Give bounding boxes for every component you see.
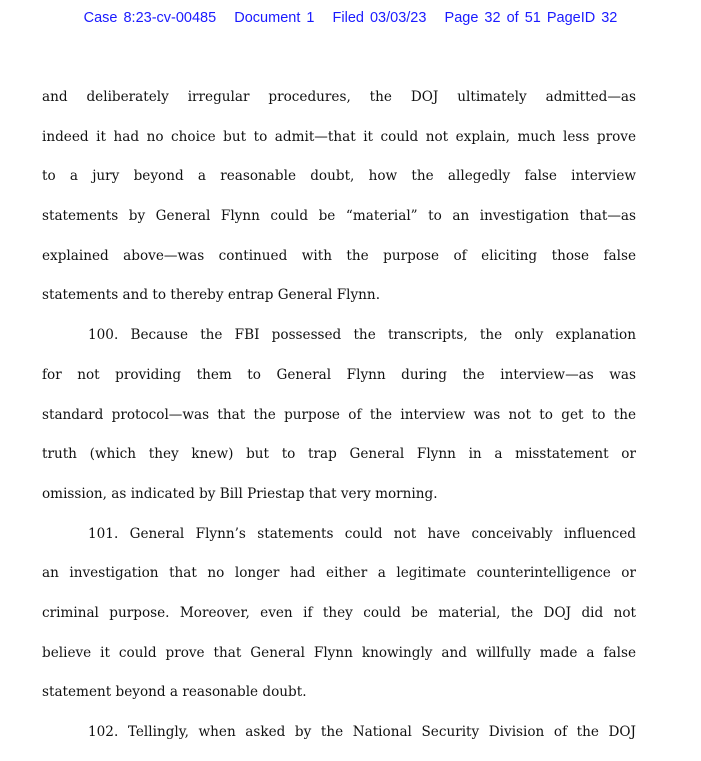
text-line: statements by General Flynn could be “material” to an investigation that—as xyxy=(42,208,636,225)
text-line: indeed it had no choice but to admit—that it could not explain, much less prove xyxy=(42,128,636,145)
document-body xyxy=(42,86,636,761)
text-line: believe it could prove that General Flynn knowingly and willfully made a false xyxy=(42,644,636,661)
text-line: truth (which they knew) but to trap General Flynn in a misstatement or xyxy=(42,446,636,463)
text-line: explained above—was continued with the purpose of eliciting those false xyxy=(42,247,636,264)
text-line: for not providing them to General Flynn during the interview—as was xyxy=(42,366,636,383)
text-line: statement beyond a reasonable doubt. xyxy=(42,684,307,701)
text-line: an investigation that no longer had either a legitimate counterintelligence or xyxy=(42,565,636,582)
text-line: omission, as indicated by Bill Priestap that very morning. xyxy=(42,485,438,502)
case-header: Case 8:23-cv-00485 Document 1 Filed 03/03/23 Page 32 of 51 PageID 32 xyxy=(83,10,618,26)
text-line: criminal purpose. Moreover, even if they could be material, the DOJ did not xyxy=(42,604,636,621)
text-line: to a jury beyond a reasonable doubt, how the allegedly false interview xyxy=(42,168,636,185)
text-line: and deliberately irregular procedures, the DOJ ultimately admitted—as xyxy=(42,89,636,105)
text-line: statements and to thereby entrap General Flynn. xyxy=(42,287,381,304)
text-line: standard protocol—was that the purpose of the interview was not to get to the xyxy=(42,406,636,423)
text-line: 101. General Flynn’s statements could not have conceivably influenced xyxy=(88,525,636,542)
text-line: 100. Because the FBI possessed the transcripts, the only explanation xyxy=(88,327,636,344)
text-line: 102. Tellingly, when asked by the National Security Division of the DOJ xyxy=(88,724,636,740)
